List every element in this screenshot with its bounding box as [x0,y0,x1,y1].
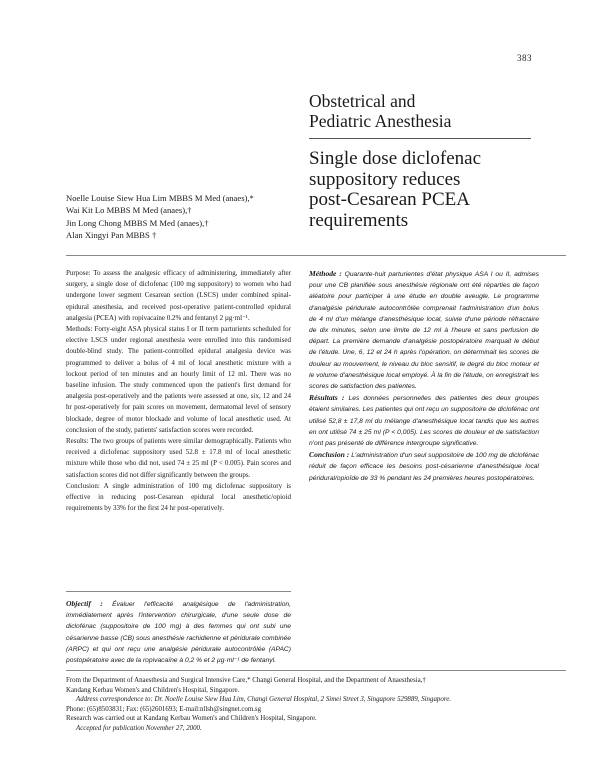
author-list [66,192,316,241]
article-title-line: suppository reduces [309,168,461,190]
abstract-methods: Methods: Forty-eight ASA physical status I or II term parturients scheduled for elective LSCS under regional anesthesia were enrolled into this randomised double-blind study. The patient-controlled epidural analgesia device was programmed to deliver a bolus of 4 ml of local anesthetic mixture with a lockout period of ten minutes and an hourly limit of 12 ml. There was no baseline infusion. The study commenced upon the patient's first demand for analgesia post-operatively and the patients were assessed at one, six, 12 and 24 hr post-operatively for pain scores on movement, dermatomal level of sensory blockade, degree of motor blockade and volume of local anesthetic used. At conclusion of the study, patients' satisfaction scores were recorded. [66,325,291,434]
resultats-label: Résultats : [309,393,345,403]
author: Jin Long Chong MBBS M Med (anaes),† [66,217,209,228]
footnote-line: Address correspondence to: Dr. Noelle Louise Siew Hua Lim, Changi General Hospital, 2 Simei Street 3, Singapore 529889, Singapore. [76,696,451,704]
methode-label: Méthode : [309,269,342,278]
footnote-line: Research was carried out at Kandang Kerbau Women's and Children's Hospital, Singapore. [66,715,317,723]
conclusion-label: Conclusion : [309,450,350,460]
footnote-line: Phone: (65)8503831; Fax: (65)2601693; E-mail:nllsh@singnet.com.sg [66,705,262,713]
conclusion-text: L'administration d'un seul suppositoire de 100 mg de diclofénac réduit de façon efficace les besoins post-césarienne d'anesthésique local péridural/opioïde de 33 % pendant les 24 premières heures postopératoires. [309,452,539,482]
footer-rule [66,670,566,671]
author: Noelle Louise Siew Hua Lim MBBS M Med (anaes),* [66,193,254,203]
abstract-conclusion: Conclusion: A single administration of 100 mg diclofenac suppository is effective in reducing post-Cesarean epidural local anesthetic/opioid requirements by 33% for the first 24 hr post-operatively. [66,481,291,513]
abstract-french [309,268,539,484]
page-number: 383 [517,53,532,63]
author: Wai Kit Lo MBBS M Med (anaes),† [66,205,192,216]
article-title-line: requirements [309,209,409,231]
section-title-line: Pediatric Anesthesia [309,111,452,131]
objectif-label: Objectif : [66,599,103,608]
objectif-text: Évaluer l'efficacité analgésique de l'administration, immédiatement après l'intervention chirurgicale, d'une seule dose de diclofénac (suppositoire de 100 mg) à des femmes qui ont subi une césarienne basse (CB) sous anesthésie rachidienne et péridurale combinée (ARPC) et qui ont reçu une analgésie péridurale autocontrôlée (APAC) postopératoire avec de la ropivacaïne à 0,2 % et 2 µg·ml⁻¹ de fentanyl. [66,601,291,665]
footnote-line: Kandang Kerbau Women's and Children's Hospital, Singapore. [66,686,240,694]
abstract-top-rule [66,255,566,256]
article-title [309,149,569,231]
section-title [309,91,559,131]
section-rule [309,138,531,139]
abstract-purpose: Purpose: To assess the analgesic efficacy of administering, immediately after surgery, a single dose of diclofenac (100 mg suppository) to women who had undergone lower segment Cesarean section (LSCS) under combined spinal-epidural anesthesia, and received post-operative patient-controlled epidural analgesia (PCEA) with ropivacaine 0.2% and fentanyl 2 µg·ml⁻¹. [66,269,291,322]
footnote-line: Accepted for publication November 27, 2000. [76,724,202,732]
author: Alan Xingyi Pan MBBS † [66,229,157,240]
abstract-english [66,268,291,514]
abstract-french-objectif [66,598,291,666]
article-title-line: Single dose diclofenac [309,148,482,169]
article-title-line: post-Cesarean PCEA [309,189,470,210]
resultats-text: Les données personnelles des patientes des deux groupes étaient similaires. Les patientes qui ont reçu un suppositoire de diclofénac ont utilisé 52,8 ± 17,8 ml du mélange d'anesthésique local tandis que les autres en ont utilisé 74 ± 25 ml (P < 0,005). Les scores de douleur et de satisfaction n'ont pas présenté de différence intergroupe significative. [309,395,540,448]
footnote-line: From the Department of Anaesthesia and Surgical Intensive Care,* Changi General Hospital, and the Department of Anaesthesia,† [66,677,426,684]
footnote-block [66,676,566,734]
french-abstract-rule [66,591,291,592]
abstract-results: Results: The two groups of patients were similar demographically. Patients who received a diclofenac suppository used 52.8 ± 17.8 ml of local anesthetic mixture while those who did not, used 74 ± 25 ml (P < 0.005). Pain scores and satisfaction scores did not differ significantly between the groups. [66,437,291,479]
methode-text: Quarante-huit parturientes d'état physique ASA I ou II, admises pour une CB planifiée sous anesthésie régionale ont été réparties de façon aléatoire pour participer à une étude en double aveugle. Le programme d'analgésie péridurale autocontrôlée comprenait l'administration d'un bolus de 4 ml d'un mélange d'anesthésique local, suivie d'une période réfractaire de dix minutes, selon une limite de 12 ml à l'heure et sans perfusion de départ. La première demande d'analgésie postopératoire marquait le début de l'étude. Une, 6, 12 et 24 h après l'opération, on déterminait les scores de douleur au mouvement, le niveau du bloc sensitif, le degré du bloc moteur et le volume d'anesthésique local employé. À la fin de l'étude, on enregistrait les scores de satisfaction des patientes. [309,271,539,391]
section-title-line: Obstetrical and [309,91,416,111]
